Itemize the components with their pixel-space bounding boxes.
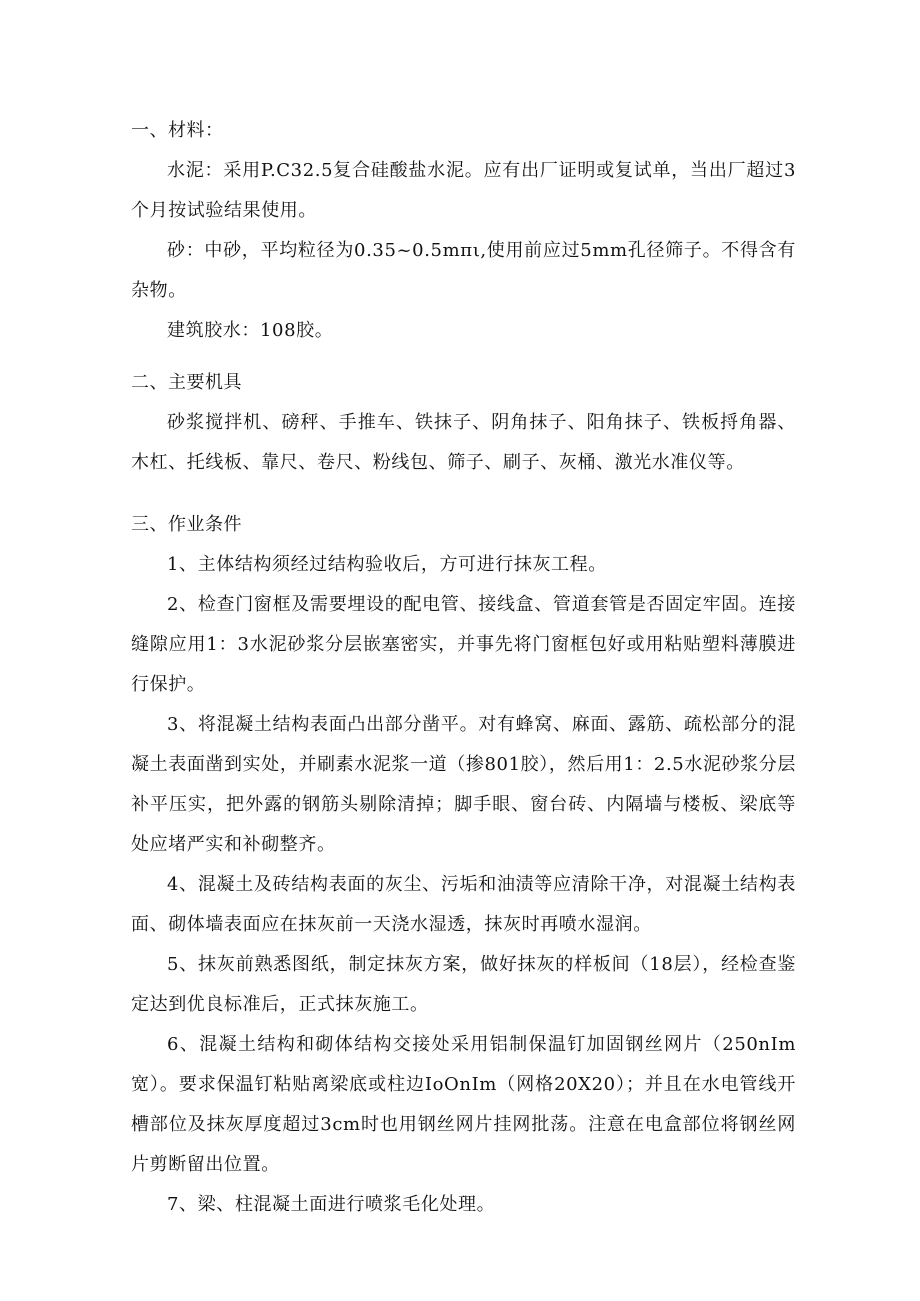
condition-item-3: 3、将混凝土结构表面凸出部分凿平。对有蜂窝、麻面、露筋、疏松部分的混凝土表面凿到实处，并刷素水泥浆一道（掺801胶），然后用1：2.5水泥砂浆分层补平压实，把外露的钢筋头剔除清掉；脚手眼、窗台砖、内隔墙与楼板、梁底等处应堵严实和补砌整齐。	[131, 714, 796, 855]
condition-item-2: 2、检查门窗框及需要埋设的配电管、接线盒、管道套管是否固定牢固。连接缝隙应用1：3水泥砂浆分层嵌塞密实，并事先将门窗框包好或用粘贴塑料薄膜进行保护。	[131, 594, 796, 695]
condition-item-6: 6、混凝土结构和砌体结构交接处采用铝制保温钉加固钢丝网片（250nIm宽）。要求保温钉粘贴离梁底或柱边IoOnIm（网格20X20）；并且在水电管线开槽部位及抹灰厚度超过3cm时也用钢丝网片挂网批荡。注意在电盒部位将钢丝网片剪断留出位置。	[131, 1034, 796, 1175]
paragraph-tools-list: 砂浆搅拌机、磅秤、手推车、铁抹子、阴角抹子、阳角抹子、铁板捋角器、木杠、托线板、靠尺、卷尺、粉线包、筛子、刷子、灰桶、激光水准仪等。	[131, 412, 796, 473]
condition-item-1: 1、主体结构须经过结构验收后，方可进行抹灰工程。	[167, 554, 607, 575]
section-tools	[131, 363, 796, 483]
section-heading: 一、材料：	[131, 120, 224, 141]
condition-item-5: 5、抹灰前熟悉图纸，制定抹灰方案，做好抹灰的样板间（18层），经检查鉴定达到优良标准后，正式抹灰施工。	[131, 954, 796, 1015]
section-heading: 二、主要机具	[131, 372, 242, 393]
section-heading: 三、作业条件	[131, 514, 242, 535]
section-conditions	[131, 505, 796, 1225]
condition-item-7: 7、梁、柱混凝土面进行喷浆毛化处理。	[167, 1194, 496, 1215]
section-materials	[131, 111, 796, 351]
condition-item-4: 4、混凝土及砖结构表面的灰尘、污垢和油渍等应清除干净，对混凝土结构表面、砌体墙表面应在抹灰前一天浇水湿透，抹灰时再喷水湿润。	[131, 874, 796, 935]
paragraph-sand: 砂：中砂，平均粒径为0.35~0.5mπι,使用前应过5mm孔径筛子。不得含有杂物。	[131, 240, 796, 301]
paragraph-cement: 水泥：采用P.C32.5复合硅酸盐水泥。应有出厂证明或复试单，当出厂超过3个月按试验结果使用。	[131, 160, 796, 221]
paragraph-glue: 建筑胶水：108胶。	[167, 320, 334, 341]
